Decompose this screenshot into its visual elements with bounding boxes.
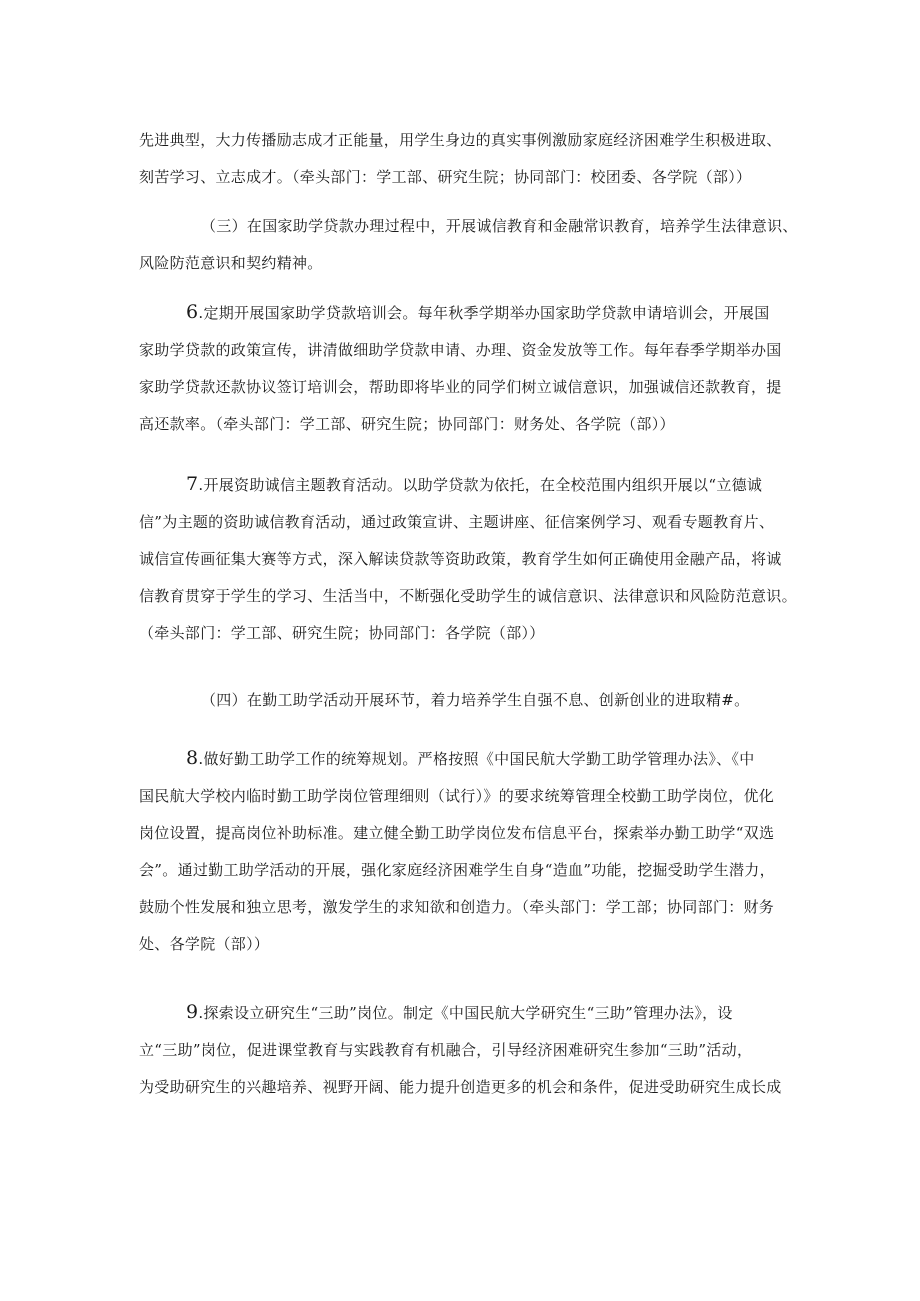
text-line: 会”。通过勤工助学活动的开展，强化家庭经济困难学生自身“造血”功能，挖掘受助学生潜力，: [139, 861, 775, 879]
section-heading-four: [139, 682, 799, 719]
text-line: 立“三助”岗位，促进课堂教育与实践教育有机融合，引导经济困难研究生参加“三助”活动，: [139, 1041, 753, 1059]
text-line: 家助学贷款的政策宣传，讲清做细助学贷款申请、办理、资金发放等工作。每年春季学期举办国: [139, 341, 782, 359]
text-line: .做好勤工助学工作的统筹规划。严格按照《中国民航大学勤工助学管理办法》、《中: [198, 750, 755, 768]
text-line: 先进典型，大力传播励志成才正能量，用学生身边的真实事例激励家庭经济困难学生积极进取、: [139, 131, 782, 149]
item-number: 8: [186, 747, 199, 769]
text-line: 诚信宣传画征集大赛等方式，深入解读贷款等资助政策，教育学生如何正确使用金融产品，将诚: [139, 550, 782, 568]
text-line: 刻苦学习、立志成才。（牵头部门：学工部、研究生院；协同部门：校团委、各学院（部））: [139, 168, 752, 186]
paragraph-advanced-models: [139, 122, 799, 196]
text-line: 国民航大学校内临时勤工助学岗位管理细则（试行）》的要求统筹管理全校勤工助学岗位，优化: [139, 787, 775, 805]
item-number: 9: [186, 1001, 199, 1023]
text-line: 鼓励个性发展和独立思考，激发学生的求知欲和创造力。（牵头部门：学工部；协同部门：财务: [139, 898, 775, 916]
text-line: 为受助研究生的兴趣培养、视野开阔、能力提升创造更多的机会和条件，促进受助研究生成长成: [139, 1078, 782, 1096]
text-line: .定期开展国家助学贷款培训会。每年秋季学期举办国家助学贷款申请培训会，开展国: [198, 304, 770, 322]
text-line: 高还款率。（牵头部门：学工部、研究生院；协同部门：财务处、各学院（部））: [139, 415, 675, 433]
text-line: 处、各学院（部））: [139, 935, 270, 953]
text-line: .开展资助诚信主题教育活动。以助学贷款为依托，在全校范围内组织开展以“立德诚: [198, 476, 763, 494]
item-number: 6: [186, 301, 199, 323]
item-8-work-study-planning: [139, 740, 799, 963]
item-9-graduate-assistantships: [139, 994, 799, 1106]
text-line: 信教育贯穿于学生的学习、生活当中，不断强化受助学生的诚信意识、法律意识和风险防范意识。: [139, 587, 797, 605]
section-heading-three: [139, 208, 799, 282]
text-line: （牵头部门：学工部、研究生院；协同部门：各学院（部））: [139, 624, 545, 642]
text-line: 信”为主题的资助诚信教育活动，通过政策宣讲、主题讲座、征信案例学习、观看专题教育片、: [139, 513, 775, 531]
text-line: （三）在国家助学贷款办理过程中，开展诚信教育和金融常识教育，培养学生法律意识、: [201, 217, 798, 235]
text-line: 家助学贷款还款协议签订培训会，帮助即将毕业的同学们树立诚信意识，加强诚信还款教育，提: [139, 378, 782, 396]
text-line: 风险防范意识和契约精神。: [139, 254, 323, 272]
text-line: （四）在勤工助学活动开展环节，着力培养学生自强不息、创新创业的进取精#。: [201, 691, 750, 709]
text-line: .探索设立研究生“三助”岗位。制定《中国民航大学研究生“三助”管理办法》，设: [198, 1004, 733, 1022]
item-6-loan-training: [139, 294, 799, 443]
item-7-integrity-education: [139, 466, 799, 652]
text-line: 岗位设置，提高岗位补助标准。建立健全勤工助学岗位发布信息平台，探索举办勤工助学“双选: [139, 824, 775, 842]
item-number: 7: [186, 473, 199, 495]
